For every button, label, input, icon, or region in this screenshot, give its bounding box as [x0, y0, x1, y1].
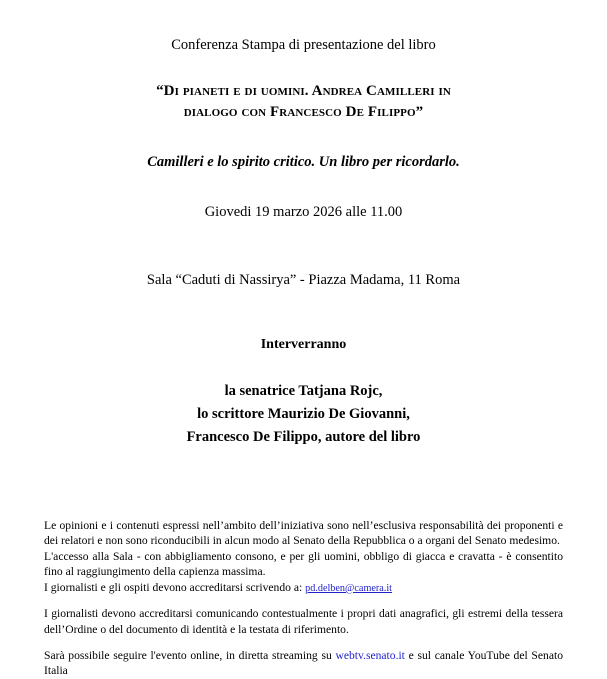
access-paragraph: L'accesso alla Sala - con abbigliamento consono, e per gli uomini, obbligo di giacca e cravatta - è consentito fino al raggiungimento della capienza massima. [44, 549, 563, 579]
paragraph-spacer [44, 637, 563, 648]
book-title-line-1: “Di pianeti e di uomini. Andrea Camilleri in [156, 82, 451, 99]
speaker-item: lo scrittore Maurizio De Giovanni, [197, 406, 410, 423]
streaming-text-before: Sarà possibile seguire l'evento online, in diretta streaming su [44, 649, 332, 662]
accreditation-email-link[interactable]: pd.delben@camera.it [305, 582, 393, 594]
streaming-paragraph [44, 648, 563, 679]
speaker-item: la senatrice Tatjana Rojc, [224, 383, 383, 400]
book-subtitle: Camilleri e lo spirito critico. Un libro per ricordarlo. [147, 154, 460, 171]
disclaimer-paragraph: Le opinioni e i contenuti espressi nell’ambito dell’iniziativa sono nell’esclusiva responsabilità dei proponenti e dei relatori e non sono riconducibili in alcun modo al Senato della Repubblica o a organi del Senato medesimo. [44, 519, 563, 548]
speakers-heading: Interverranno [260, 336, 347, 352]
accreditation-intro-text: I giornalisti e gli ospiti devono accreditarsi scrivendo a: [44, 580, 303, 594]
streaming-webtv-link[interactable]: webtv.senato.it [335, 649, 405, 662]
speakers-list [0, 354, 607, 449]
intro-line: Conferenza Stampa di presentazione del libro [171, 37, 436, 53]
paragraph-spacer [44, 595, 563, 606]
event-date: Giovedi 19 marzo 2026 alle 11.00 [204, 204, 403, 221]
book-title [0, 55, 607, 124]
event-venue: Sala “Caduti di Nassirya” - Piazza Madama, 11 Roma [146, 272, 461, 289]
accreditation-details-paragraph: I giornalisti devono accreditarsi comunicando contestualmente i propri dati anagrafici, gli estremi della tessera dell’Ordine o del documento di identità e la testata di riferimento. [44, 607, 563, 636]
streaming-text-after: e sul canale YouTube del Senato [408, 649, 563, 662]
fineprint-block [44, 518, 563, 679]
speaker-item: Francesco De Filippo, autore del libro [186, 428, 421, 445]
book-title-line-2: dialogo con Francesco De Filippo” [183, 104, 424, 121]
accreditation-email-paragraph [44, 580, 563, 596]
streaming-text-clipped: Italia [44, 664, 68, 678]
